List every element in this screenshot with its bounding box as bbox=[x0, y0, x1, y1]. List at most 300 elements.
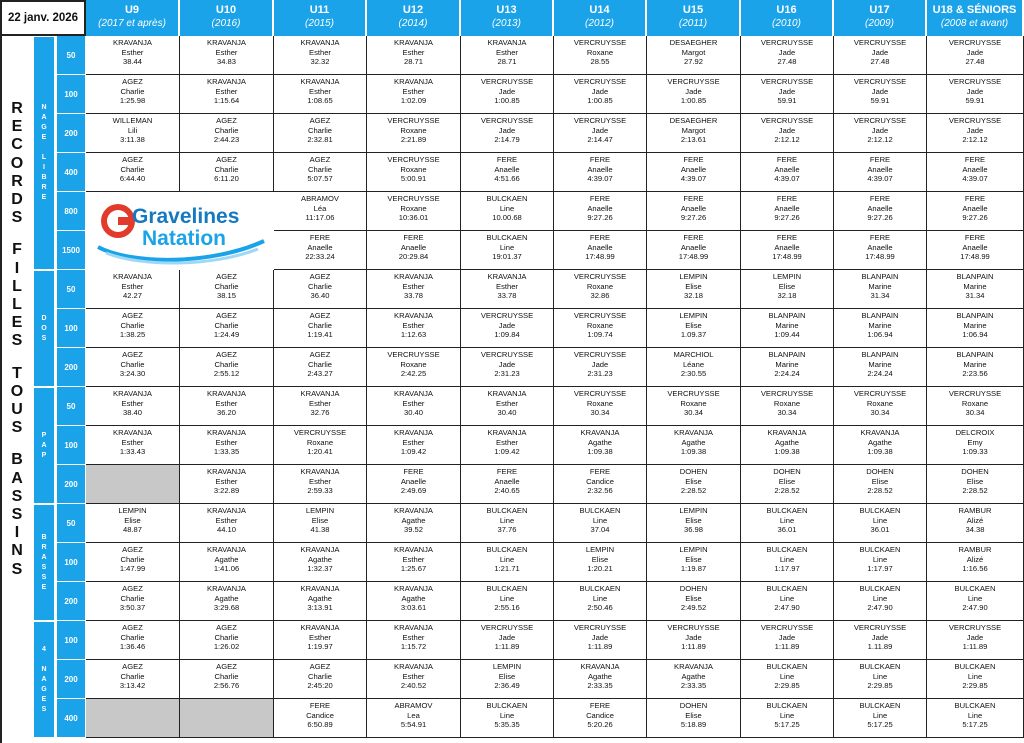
record-firstname: Esther bbox=[215, 47, 238, 57]
record-cell bbox=[554, 504, 647, 543]
record-surname: KRAVANJA bbox=[207, 389, 246, 398]
record-time: 1:09.74 bbox=[587, 330, 613, 340]
record-surname: KRAVANJA bbox=[394, 506, 433, 515]
title-letter: D bbox=[11, 191, 23, 209]
record-firstname: Elise bbox=[685, 593, 702, 603]
record-time: 2:44.23 bbox=[213, 135, 240, 145]
stroke-letter: E bbox=[41, 194, 47, 201]
record-cell bbox=[647, 699, 741, 738]
record-cell bbox=[180, 582, 274, 621]
record-time: 1:24.49 bbox=[213, 330, 240, 340]
record-cell bbox=[647, 192, 741, 231]
record-time: 4:51.66 bbox=[494, 174, 520, 184]
record-surname: BLANPAIN bbox=[768, 311, 806, 320]
logo-text-line2: Natation bbox=[142, 227, 226, 250]
record-time: 2:55.16 bbox=[494, 603, 520, 613]
record-surname: AGEZ bbox=[122, 623, 143, 632]
record-firstname: Candice bbox=[306, 710, 334, 720]
record-time: 2:13.61 bbox=[680, 135, 707, 145]
record-time: 1:19.41 bbox=[307, 330, 333, 340]
category-header-2 bbox=[180, 0, 274, 36]
record-surname: VERCRUYSSE bbox=[387, 350, 440, 359]
stroke-label bbox=[33, 387, 55, 504]
record-cell bbox=[741, 465, 834, 504]
category-years: (2017 et après) bbox=[98, 18, 166, 29]
category-name: U18 & SÉNIORS bbox=[932, 4, 1017, 16]
record-surname: VERCRUYSSE bbox=[948, 623, 1002, 632]
record-cell bbox=[927, 426, 1024, 465]
record-cell bbox=[927, 114, 1024, 153]
record-firstname: Anaelle bbox=[494, 476, 520, 486]
record-cell bbox=[180, 75, 274, 114]
stroke-letter: R bbox=[41, 543, 47, 551]
record-time: 2:40.52 bbox=[400, 681, 427, 691]
record-firstname: Agathe bbox=[587, 437, 613, 447]
record-cell bbox=[461, 582, 554, 621]
record-surname: FERE bbox=[776, 155, 798, 164]
stroke-letter: E bbox=[41, 583, 47, 591]
category-years: (2010) bbox=[772, 18, 801, 29]
record-surname: KRAVANJA bbox=[113, 38, 152, 47]
record-firstname: Esther bbox=[496, 398, 518, 408]
category-name: U14 bbox=[589, 4, 610, 16]
record-cell bbox=[554, 348, 647, 387]
title-letter: S bbox=[11, 487, 23, 505]
record-cell bbox=[367, 153, 461, 192]
stroke-letter: E bbox=[41, 695, 47, 703]
title-letter: O bbox=[10, 382, 24, 400]
record-surname: FERE bbox=[496, 155, 518, 164]
record-time: 30.40 bbox=[403, 408, 423, 418]
record-firstname: Charlie bbox=[307, 671, 333, 681]
record-surname: FERE bbox=[683, 194, 704, 203]
record-firstname: Emy bbox=[967, 437, 983, 447]
record-surname: KRAVANJA bbox=[113, 428, 152, 437]
record-cell bbox=[367, 465, 461, 504]
record-firstname: Roxane bbox=[586, 320, 614, 330]
record-surname: VERCRUYSSE bbox=[667, 623, 720, 632]
record-firstname: Marine bbox=[963, 281, 987, 291]
record-firstname: Marine bbox=[868, 281, 892, 291]
record-cell bbox=[647, 231, 741, 270]
record-cell bbox=[274, 504, 367, 543]
record-firstname: Charlie bbox=[214, 359, 239, 369]
record-cell bbox=[461, 36, 554, 75]
record-surname: AGEZ bbox=[216, 623, 237, 632]
record-time: 3:13.91 bbox=[307, 603, 333, 613]
record-firstname: Lili bbox=[127, 125, 138, 135]
record-time: 1:15.72 bbox=[400, 642, 427, 652]
record-cell bbox=[461, 504, 554, 543]
record-firstname: Elise bbox=[778, 281, 796, 291]
record-time: 2:12.12 bbox=[774, 135, 800, 145]
record-time: 1:17.97 bbox=[867, 564, 893, 574]
record-surname: MARCHIOL bbox=[673, 350, 714, 359]
record-firstname: Agathe bbox=[307, 554, 333, 564]
record-firstname: Esther bbox=[215, 398, 238, 408]
record-surname: VERCRUYSSE bbox=[480, 350, 534, 359]
record-cell bbox=[927, 348, 1024, 387]
category-years: (2009) bbox=[865, 18, 894, 29]
record-surname: KRAVANJA bbox=[300, 77, 340, 86]
stroke-label bbox=[33, 621, 55, 738]
record-time: 30.34 bbox=[777, 408, 797, 418]
record-surname: KRAVANJA bbox=[394, 38, 433, 47]
record-time: 1:21.71 bbox=[494, 564, 520, 574]
record-surname: FERE bbox=[589, 701, 611, 710]
record-firstname: Elise bbox=[871, 476, 889, 486]
record-cell bbox=[834, 270, 927, 309]
record-firstname: Esther bbox=[309, 632, 331, 642]
record-time: 2:31.23 bbox=[494, 369, 520, 379]
record-firstname: Charlie bbox=[214, 125, 239, 135]
record-cell bbox=[461, 660, 554, 699]
record-surname: VERCRUYSSE bbox=[760, 116, 814, 125]
record-firstname: Agathe bbox=[867, 437, 893, 447]
record-surname: BULCKAEN bbox=[859, 662, 901, 671]
stroke-letter: G bbox=[41, 685, 47, 693]
distance-label: 200 bbox=[57, 114, 85, 153]
record-cell bbox=[927, 192, 1024, 231]
record-time: 41.38 bbox=[310, 525, 330, 535]
record-cell bbox=[927, 270, 1024, 309]
record-cell bbox=[367, 309, 461, 348]
record-time: 30.34 bbox=[590, 408, 610, 418]
record-cell bbox=[274, 36, 367, 75]
record-surname: KRAVANJA bbox=[207, 77, 246, 86]
record-firstname: Charlie bbox=[307, 359, 333, 369]
record-cell bbox=[554, 75, 647, 114]
record-surname: VERCRUYSSE bbox=[573, 116, 627, 125]
distance-label: 50 bbox=[57, 270, 85, 309]
record-surname: VERCRUYSSE bbox=[293, 428, 347, 437]
record-surname: AGEZ bbox=[216, 116, 237, 125]
record-cell bbox=[86, 270, 180, 309]
record-surname: VERCRUYSSE bbox=[573, 623, 627, 632]
record-cell bbox=[274, 660, 367, 699]
record-firstname: Roxane bbox=[306, 437, 334, 447]
record-cell bbox=[834, 75, 927, 114]
stroke-letter: I bbox=[43, 164, 45, 171]
record-cell bbox=[741, 621, 834, 660]
record-firstname: Jade bbox=[778, 47, 796, 57]
record-firstname: Esther bbox=[121, 47, 144, 57]
record-surname: VERCRUYSSE bbox=[573, 389, 627, 398]
category-years: (2012) bbox=[585, 18, 614, 29]
record-time: 48.87 bbox=[122, 525, 142, 535]
record-surname: FERE bbox=[309, 233, 331, 242]
record-surname: LEMPIN bbox=[492, 662, 522, 671]
distance-label: 100 bbox=[57, 543, 85, 582]
distance-label: 100 bbox=[57, 309, 85, 348]
record-surname: VERCRUYSSE bbox=[853, 38, 907, 47]
record-surname: BULCKAEN bbox=[579, 506, 621, 515]
record-time: 1:09.42 bbox=[400, 447, 427, 457]
record-firstname: Jade bbox=[685, 632, 702, 642]
record-time: 3:11.38 bbox=[120, 135, 145, 145]
record-cell bbox=[274, 543, 367, 582]
record-firstname: Line bbox=[779, 515, 795, 525]
record-cell bbox=[834, 309, 927, 348]
record-surname: BULCKAEN bbox=[766, 662, 808, 671]
record-time: 1:09.38 bbox=[680, 447, 707, 457]
record-time: 2:59.33 bbox=[307, 486, 333, 496]
record-cell bbox=[461, 270, 554, 309]
record-firstname: Margot bbox=[681, 47, 706, 57]
record-cell bbox=[461, 231, 554, 270]
record-surname: KRAVANJA bbox=[394, 389, 433, 398]
record-surname: VERCRUYSSE bbox=[667, 77, 720, 86]
record-firstname: Esther bbox=[309, 47, 331, 57]
record-time: 37.76 bbox=[497, 525, 517, 535]
record-firstname: Anaelle bbox=[680, 164, 707, 174]
record-firstname: Roxane bbox=[586, 398, 614, 408]
record-firstname: Esther bbox=[402, 671, 425, 681]
record-firstname: Jade bbox=[966, 86, 984, 96]
title-letter: A bbox=[11, 469, 23, 487]
record-firstname: Line bbox=[872, 593, 888, 603]
record-time: 17:48.99 bbox=[678, 252, 709, 262]
record-surname: AGEZ bbox=[216, 155, 237, 164]
record-firstname: Lea bbox=[407, 710, 420, 720]
distance-label: 100 bbox=[57, 621, 85, 660]
record-time: 42.27 bbox=[122, 291, 142, 301]
record-cell bbox=[86, 621, 180, 660]
record-time: 4:39.07 bbox=[680, 174, 707, 184]
record-time: 2:47.90 bbox=[962, 603, 988, 613]
record-cell bbox=[367, 504, 461, 543]
record-cell bbox=[554, 36, 647, 75]
record-time: 2:21.89 bbox=[400, 135, 427, 145]
category-years: (2015) bbox=[305, 18, 334, 29]
record-surname: BULCKAEN bbox=[486, 194, 528, 203]
record-cell bbox=[834, 621, 927, 660]
record-time: 1:20.21 bbox=[587, 564, 613, 574]
record-cell bbox=[180, 270, 274, 309]
record-surname: VERCRUYSSE bbox=[853, 77, 907, 86]
record-cell bbox=[461, 621, 554, 660]
record-firstname: Alizé bbox=[966, 554, 984, 564]
record-time: 36.40 bbox=[310, 291, 330, 301]
record-time: 38.44 bbox=[122, 57, 142, 67]
title-letter: U bbox=[11, 401, 23, 419]
record-surname: DOHEN bbox=[679, 467, 708, 476]
record-cell bbox=[274, 426, 367, 465]
record-surname: BULCKAEN bbox=[486, 584, 528, 593]
record-firstname: Jade bbox=[498, 86, 516, 96]
record-surname: KRAVANJA bbox=[394, 662, 433, 671]
record-cell bbox=[927, 387, 1024, 426]
record-cell bbox=[834, 699, 927, 738]
record-surname: FERE bbox=[964, 155, 986, 164]
record-firstname: Anaelle bbox=[680, 203, 707, 213]
record-surname: BULCKAEN bbox=[859, 584, 901, 593]
record-firstname: Charlie bbox=[214, 281, 239, 291]
record-cell bbox=[834, 153, 927, 192]
record-surname: BULCKAEN bbox=[486, 701, 528, 710]
record-cell bbox=[554, 582, 647, 621]
record-firstname: Anaelle bbox=[962, 164, 988, 174]
record-surname: AGEZ bbox=[122, 155, 143, 164]
category-name: U15 bbox=[682, 4, 704, 16]
record-surname: BULCKAEN bbox=[859, 701, 901, 710]
record-time: 5:35.35 bbox=[494, 720, 520, 730]
date-label: 22 janv. 2026 bbox=[0, 0, 86, 36]
record-time: 2:49.69 bbox=[400, 486, 427, 496]
distance-label: 100 bbox=[57, 75, 85, 114]
record-firstname: Roxane bbox=[866, 398, 894, 408]
stroke-letter: B bbox=[41, 533, 47, 541]
record-firstname: Marine bbox=[775, 320, 799, 330]
stroke-letter: P bbox=[41, 431, 47, 439]
record-cell bbox=[367, 114, 461, 153]
record-firstname: Jade bbox=[871, 125, 889, 135]
record-cell bbox=[367, 75, 461, 114]
record-surname: DELCROIX bbox=[955, 428, 995, 437]
record-time: 3:03.61 bbox=[400, 603, 427, 613]
record-time: 59.91 bbox=[965, 96, 985, 106]
record-time: 1:33.43 bbox=[119, 447, 146, 457]
record-cell bbox=[554, 621, 647, 660]
record-cell bbox=[647, 348, 741, 387]
record-surname: KRAVANJA bbox=[300, 467, 340, 476]
record-cell bbox=[274, 621, 367, 660]
record-firstname: Roxane bbox=[586, 47, 614, 57]
record-cell bbox=[834, 582, 927, 621]
record-cell bbox=[86, 387, 180, 426]
record-time: 1:33.35 bbox=[213, 447, 240, 457]
record-cell bbox=[741, 309, 834, 348]
title-letter: L bbox=[12, 296, 22, 314]
category-years: (2014) bbox=[398, 18, 428, 29]
title-letter: T bbox=[12, 364, 22, 382]
category-name: U9 bbox=[124, 4, 140, 16]
record-time: 1:38.25 bbox=[119, 330, 146, 340]
record-time: 30.34 bbox=[965, 408, 985, 418]
record-firstname: Jade bbox=[778, 632, 796, 642]
record-firstname: Esther bbox=[309, 86, 331, 96]
stroke-letter: G bbox=[41, 124, 47, 131]
record-firstname: Anaelle bbox=[962, 203, 988, 213]
record-surname: KRAVANJA bbox=[300, 545, 340, 554]
record-cell bbox=[834, 465, 927, 504]
record-cell bbox=[86, 114, 180, 153]
record-time: 1:09.38 bbox=[867, 447, 893, 457]
record-cell bbox=[461, 153, 554, 192]
record-time: 22:33.24 bbox=[305, 252, 335, 262]
title-letter: E bbox=[11, 118, 23, 136]
stroke-label bbox=[33, 504, 55, 621]
record-surname: BLANPAIN bbox=[768, 350, 806, 359]
record-surname: VERCRUYSSE bbox=[573, 38, 627, 47]
record-time: 11:17.06 bbox=[305, 213, 335, 223]
record-firstname: Line bbox=[779, 671, 795, 681]
record-surname: VERCRUYSSE bbox=[760, 38, 814, 47]
record-firstname: Line bbox=[592, 515, 608, 525]
record-surname: AGEZ bbox=[309, 116, 331, 125]
record-cell bbox=[741, 660, 834, 699]
record-cell bbox=[274, 699, 367, 738]
record-time: 2:28.52 bbox=[774, 486, 800, 496]
record-firstname: Jade bbox=[871, 632, 889, 642]
record-time: 1:06.94 bbox=[867, 330, 893, 340]
record-firstname: Marine bbox=[868, 359, 892, 369]
record-surname: FERE bbox=[964, 233, 986, 242]
record-cell bbox=[554, 153, 647, 192]
record-surname: KRAVANJA bbox=[580, 662, 620, 671]
record-time: 1:16.56 bbox=[962, 564, 988, 574]
record-firstname: Roxane bbox=[400, 359, 427, 369]
record-time: 5:54.91 bbox=[400, 720, 427, 730]
record-surname: AGEZ bbox=[216, 350, 237, 359]
record-surname: FERE bbox=[589, 233, 611, 242]
record-surname: VERCRUYSSE bbox=[387, 194, 440, 203]
record-cell bbox=[834, 426, 927, 465]
record-cell bbox=[741, 582, 834, 621]
record-surname: FERE bbox=[683, 233, 704, 242]
record-cell bbox=[367, 543, 461, 582]
record-time: 27.48 bbox=[777, 57, 797, 67]
record-firstname: Alizé bbox=[966, 515, 984, 525]
record-firstname: Charlie bbox=[120, 86, 145, 96]
record-surname: WILLEMAN bbox=[112, 116, 153, 125]
record-firstname: Jade bbox=[591, 359, 609, 369]
record-surname: KRAVANJA bbox=[860, 428, 900, 437]
record-time: 1:00.85 bbox=[587, 96, 613, 106]
record-cell bbox=[834, 504, 927, 543]
stroke-letter: D bbox=[41, 314, 47, 322]
record-cell bbox=[367, 387, 461, 426]
record-surname: BULCKAEN bbox=[579, 584, 621, 593]
record-time: 2:29.85 bbox=[774, 681, 800, 691]
record-firstname: Elise bbox=[685, 710, 702, 720]
record-time: 1:06.94 bbox=[962, 330, 988, 340]
record-time: 10:36.01 bbox=[398, 213, 429, 223]
record-surname: VERCRUYSSE bbox=[853, 623, 907, 632]
record-time: 1:02.09 bbox=[400, 96, 427, 106]
record-firstname: Charlie bbox=[120, 554, 145, 564]
record-surname: RAMBUR bbox=[958, 506, 992, 515]
record-time: 9:27.26 bbox=[680, 213, 707, 223]
stroke-letter: R bbox=[41, 184, 47, 191]
record-surname: AGEZ bbox=[216, 272, 237, 281]
record-firstname: Agathe bbox=[214, 554, 239, 564]
record-firstname: Roxane bbox=[586, 281, 614, 291]
stroke-letter: S bbox=[41, 334, 47, 342]
stroke-letter: S bbox=[41, 705, 47, 713]
record-surname: DOHEN bbox=[866, 467, 894, 476]
record-time: 9:27.26 bbox=[962, 213, 988, 223]
record-cell bbox=[927, 465, 1024, 504]
record-time: 1:11.89 bbox=[681, 642, 706, 652]
record-firstname: Jade bbox=[778, 86, 796, 96]
record-cell bbox=[367, 660, 461, 699]
record-cell bbox=[741, 699, 834, 738]
record-firstname: Esther bbox=[402, 398, 425, 408]
record-surname: AGEZ bbox=[216, 311, 237, 320]
record-surname: VERCRUYSSE bbox=[853, 389, 907, 398]
record-cell bbox=[554, 465, 647, 504]
record-time: 2:12.12 bbox=[867, 135, 893, 145]
record-firstname: Esther bbox=[215, 476, 238, 486]
title-letter: N bbox=[11, 542, 23, 560]
record-surname: BLANPAIN bbox=[861, 350, 899, 359]
record-surname: FERE bbox=[869, 194, 891, 203]
record-surname: AGEZ bbox=[122, 350, 143, 359]
record-time: 2:56.76 bbox=[213, 681, 240, 691]
record-time: 36.98 bbox=[683, 525, 703, 535]
record-firstname: Jade bbox=[685, 86, 702, 96]
